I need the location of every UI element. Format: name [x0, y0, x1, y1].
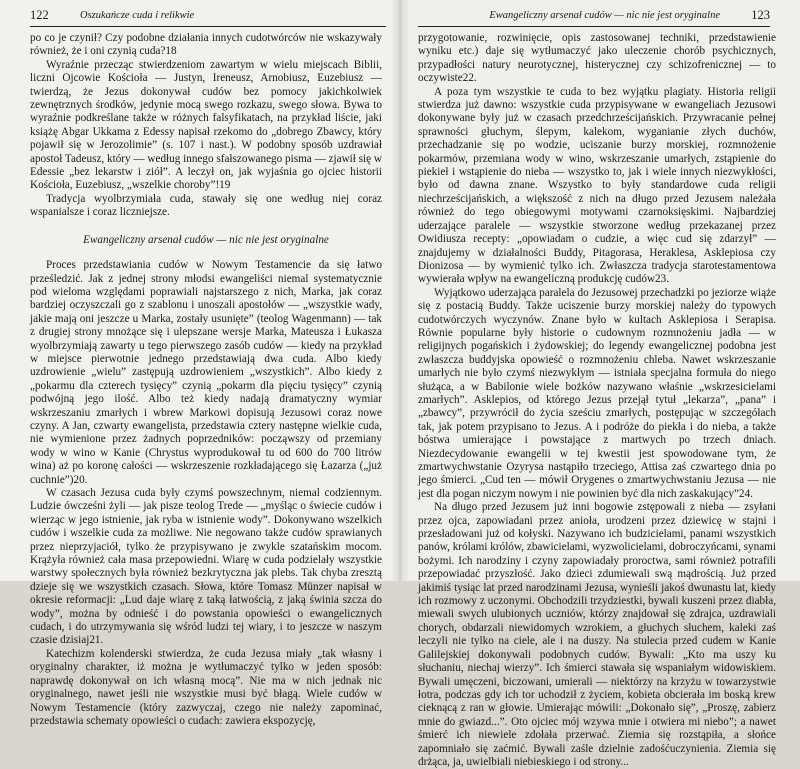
paragraph: Proces przedstawiania cudów w Nowym Testamencie da się łatwo prześledzić. Jak z jednej strony młodsi ewangeliści niemal systematycznie pod wieloma względami poprawiali najstarszego z nich, Marka, jak coraz bardziej oczyszczali go z szablonu i unoszali apostołów — „wszystkie wady, jakie mają oni jeszcze u Marka, zostały usunięte” (teolog Wagenmann) — tak z drugiej strony mnożące się i ulepszane wersje Marka, Mateusza i Łukasza wyolbrzymiają zawarty u tego pierwszego zasób cudów — kiedy na przykład w miejsce pierwotnie jednego przedstawiają dwa cuda. Albo kiedy uzdrowienie „wielu” zastępują uzdrowieniem „wszystkich”. Albo kiedy z „pokarmu dla czterech tysięcy” czynią „pokarm dla pięciu tysięcy” czynią podwójną jego ilość. Albo też kiedy nadają dramatyczny wymiar wskrzeszaniu zmarłych i wbrew Markowi dopisują Jezusowi coraz nowe czyny. A Jan, czwarty ewangelista, przedstawia cztery następne wielkie cuda, nie wymienione przez żadnych poprzedników: począwszy od przemiany wody w wino w Kanie (Chrystus wyprodukował tu od 600 do 700 litrów wina) aż po koronę całości — wskrzeszenie rozkładającego się Łazarza („już cuchnie”)20. — [30, 259, 382, 486]
paragraph: Wyraźnie przecząc stwierdzeniom zawartym w wielu miejscach Biblii, liczni Ojcowie Kościoła — Justyn, Ireneusz, Arnobiusz, Euzebiusz — twierdzą, że Jezus dokonywał cudów bez pomocy jakichkolwiek zewnętrznych środków, jedynie mocą swego rozkazu, swego słowa. Bywa to wyraźnie podkreślane także w różnych falsyfikatach, na przykład liście, jaki książę Abgar Ukkama z Edessy napisał rzekomo do „dobrego Zbawcy, który pojawił się w Jerozolimie” (s. 107 i nast.). W podobny sposób uzdrawiał apostoł Tadeusz, który — według innego sfałszowanego pisma — zjawił się w Edessie „bez lekarstw i ziół”. A leczył on, jak wyjaśnia go ojciec historii Kościoła, Euzebiusz, „wszelkie choroby”!19 — [30, 58, 382, 192]
paragraph: W czasach Jezusa cuda były czymś powszechnym, niemal codziennym. Ludzie ówcześni żyli — jak pisze teolog Trede — „myśląc o świecie cudów i wierząc w jego istnienie, jak ryba w istnienie wody”. Dokonywano wszelkich cudów i wszelkie cuda za możliwe. Nie negowano także cudów sprawianych przez nieprzyjaciół, tylko że przypisywano je zwykle szatańskim mocom. Krążyła również cała masa przepowiedni. Wiarę w cuda podzielały wszystkie warstwy społecznych była również bezkrytyczna jak plebs. Tak chyba zresztą dzieje się we wszystkich czasach. Słowa, które Tomasz Münzer napisał w okresie reformacji: „Lud daje wiarę z taką łatwością, z jaką świnia szcza do wody”, można by odnieść i do powstania opowieści o ewangelicznych cudach, i do utrzymywania się wśród ludzi tej wiary, i to jeszcze w naszym czasie dzisiaj21. — [30, 487, 382, 647]
paragraph: po co je czynił? Czy podobne działania innych cudotwórców nie wskazywały również, że i oni czynią cuda?18 — [30, 32, 382, 58]
right-page — [400, 0, 800, 768]
paragraph: Tradycja wyolbrzymiała cuda, stawały się one według niej coraz wspanialsze i coraz liczniejsze. — [30, 192, 382, 219]
left-page-body — [30, 32, 382, 728]
section-heading: Ewangeliczny arsenał cudów — nic nie jest oryginalne — [83, 233, 329, 246]
right-page-body — [418, 32, 776, 769]
paragraph: Wyjątkowo uderzająca paralela do Jezusowej przechadzki po jeziorze wiąże się z postacią Buddy. Także uciszenie burzy morskiej należy do typowych cudotwórczych wyczynów. Znane było w kultach Asklepiosa i Serapisa. Równie popularne były historie o cudownym rozmnożeniu jadła — w religijnych pogańskich i żydowskiej; do legendy ewangelicznej podobna jest zwłaszcza buddyjska opowieść o rozmnożeniu chleba. Nawet wskrzeszanie umarłych nie było czymś niezwykłym — istniała specjalna formuła do niego służąca, a w Babilonie wiele bożków nazywano właśnie „wskrzesicielami zmarłych”. Asklepios, od którego Jezus przejął tytuł „lekarza”, „pana” i „zbawcy”, przywrócił do życia sześciu zmarłych, postępując w szczegółach tak, jak potem przypisano to Jezus. A i podróże do piekła i do nieba, a także bóstwa umierające i powstające z martwych po trzech dniach. Niezdecydowanie ewangelii w tej kwestii jest spowodowane tym, że zmartwychwstanie Ozyrysa nastąpiło trzeciego, Attisa zaś czwartego dnia po jego śmierci. „Cud ten — mówił Orygenes o zmartwychwstaniu Jezusa — nie jest dla pogan niczym nowym i nie powinien być dla nich zaskakujący”24. — [418, 286, 776, 500]
page-number: 122 — [30, 8, 49, 22]
right-page-header — [418, 8, 770, 27]
paragraph: Katechizm kolenderski stwierdza, że cuda Jezusa miały „tak własny i oryginalny charakter, iż można je wytłumaczyć tylko w jeden sposób: naprawdę dokonywał on ich własną mocą”. Nie ma w nich jednak nic oryginalnego, nawet jeśli nie wszystkie musi być błagą. Wiele cudów w Nowym Testamencie (który zazwyczaj, czego nie należy zapominać, przedstawia schematy opowieści o cudach: zawiera ekspozycję, — [30, 647, 382, 727]
running-head: Ewangeliczny arsenał cudów — nic nie jest oryginalne — [489, 10, 720, 21]
left-page-header — [30, 8, 386, 27]
paragraph: przygotowanie, rozwinięcie, opis zastosowanej techniki, przedstawienie wyniku etc.) daje się wytłumaczyć jako uleczenie chorób psychicznych, przypadłości natury neurotycznej, histerycznej czy schizofrenicznej — to oczywiste22. — [418, 32, 776, 85]
paragraph: Na długo przed Jezusem już inni bogowie zstępowali z nieba — zsyłani przez ojca, zapowiadani przez anioła, urodzeni przez dziewicę w stajni i przesładowani już od kołyski. Nazywano ich budzicielami, panami wszystkich panów, królami królów, zbawicielami, wyzwolicielami, dobroczyńcami, synami bożymi. Ich narodziny i czyny zapowiadały proroctwa, sami również potrafili przepowiadać przyszłość. Jako dzieci zdumiewali swą mądrością. Już przed jakimiś tysiąc lat przed narodzinami Jezusa, wynieśli jakoś dwunastu lat, kiedy ich rozmowy z uczonymi. Obchodzili trzydziestki, bywali kuszeni przez diabła, miewali swych ulubionych uczniów, którzy znajdował się zdrajca, uzdrawiali chorych, obdarzali niewidomych wzrokiem, a głuchych słuchem, kaleki zaś leczyli nie tylko na ciele, ale i na duszy. Na stulecia przed cudem w Kanie Galilejskiej dokonywali podobnych cudów. Bywali: „Kto ma uszy ku słuchaniu, niechaj wierzy”. Ich śmierci stawała się wspaniałym widowiskiem. Bywali umęczeni, biczowani, umierali — niektórzy na krzyżu w towarzystwie łotra, podczas gdy ich tor uchodził z życiem, kobieta obcierała im boską krew cieknącą z ran w głowie. Umierając mówili: „Dokonało się”, „Proszę, zabierz mnie do gwiazd...”. Oto ojciec mój wzywa mnie i otwiera mi niebo”; a nawet śmierć ich niewiele zdołała przerwać. Ziemia się rozstąpiła, a słońce zapomniało się zaćmić. Bywali zaśle dzielnie zadośćuczynienia. Ziemia się drżąca, ja, uwielbiali niebieskiego i od strony... — [418, 501, 776, 768]
running-head: Oszukańcze cuda i relikwie — [80, 10, 195, 21]
page-number: 123 — [751, 8, 770, 22]
left-page — [0, 0, 400, 727]
paragraph: A poza tym wszystkie te cuda to bez wyjątku plagiaty. Historia religii stwierdza już dawno: wszystkie cuda przypisywane w ewangeliach Jezusowi dokonywane były już w czasach przedchrześcijańskich. Przywracanie pełnej sprawności głuchym, ślepym, kalekom, wyganianie złych duchów, przechadzanie się po wodzie, uciszanie burzy morskiej, rozmnożenie pokarmów, przemiana wody w wino, wskrzeszanie umarłych, zstąpienie do piekieł i wstąpienie do nieba — wszystko to, jak i wiele innych niezwykłości, było od dawna znane. Wszystko to były standardowe cuda religii niechrześcijańskich, a większość z nich na długo przed Jezusem należała również do tego obiegowymi motywami czarnoksięskimi. Najbardziej uderzające paralele — wszystkie stworzone według przekazanej przez Owidiusza recepty: „opowiadam o cudzie, a więc cud się zdarzył” — znajdujemy w działalności Buddy, Pitagorasa, Heraklesa, Asklepiosa czy Dionizosa — by wymienić tylko ich. Zwłaszcza tradycja starotestamentowa wywierała wpływ na ewangeliczną produkcję cudów23. — [418, 85, 776, 286]
